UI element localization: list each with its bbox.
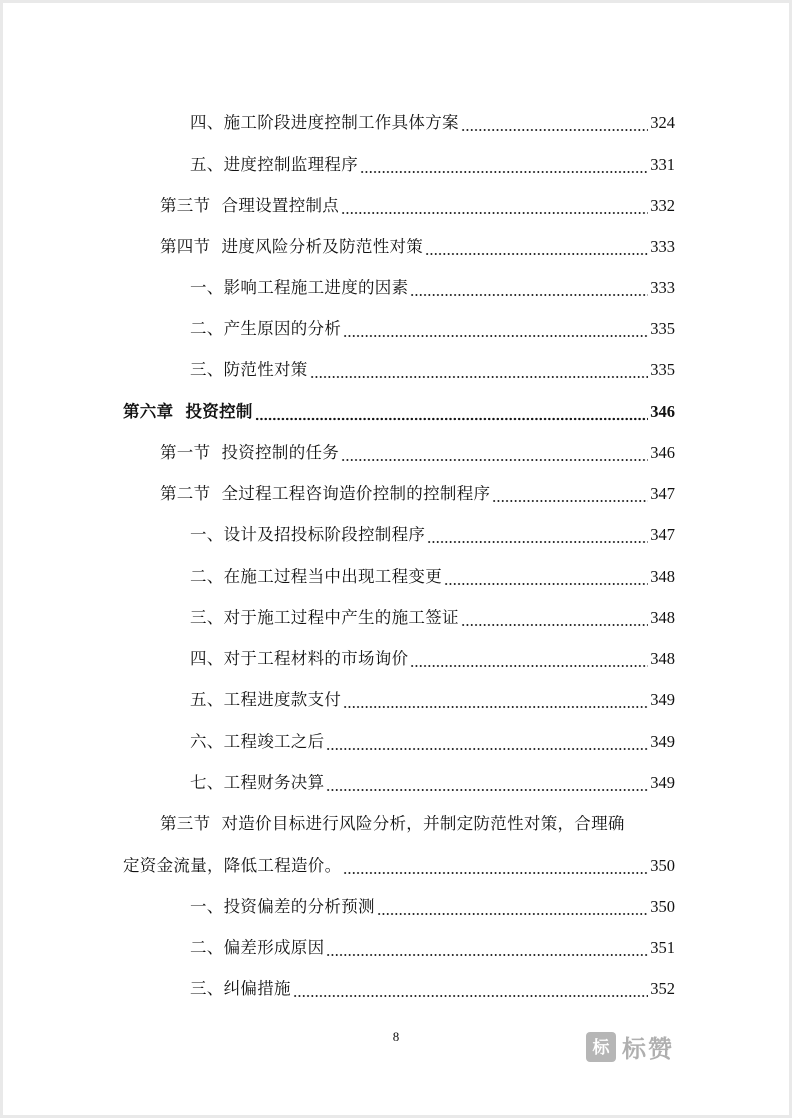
toc-entry-label: 一、设计及招投标阶段控制程序 (190, 525, 426, 544)
toc-entry-label: 第三节 合理设置控制点 (160, 196, 340, 215)
toc-entry-label: 第二节 全过程工程咨询造价控制的控制程序 (160, 484, 491, 503)
toc-entry-page: 349 (650, 732, 675, 751)
toc-entry[interactable] (190, 268, 675, 298)
toc-entry-label: 七、工程财务决算 (190, 773, 325, 792)
watermark-logo-icon (586, 1032, 616, 1062)
toc-entry-page: 347 (650, 484, 675, 503)
toc-entry-label: 四、对于工程材料的市场询价 (190, 649, 409, 668)
page-number: 8 (392, 1029, 400, 1044)
watermark-text: 标赞 (622, 1035, 674, 1063)
toc-leader-dots (410, 649, 648, 669)
toc-leader-dots (255, 402, 649, 422)
watermark-logo-glyph (590, 1036, 612, 1058)
toc-entry-page: 346 (650, 443, 675, 462)
toc-entry[interactable] (190, 103, 675, 133)
toc-entry-page: 348 (650, 567, 675, 586)
toc-entry-label: 二、偏差形成原因 (190, 938, 325, 957)
toc-entry[interactable] (190, 722, 675, 752)
toc-entry-label: 六、工程竣工之后 (190, 732, 325, 751)
toc-leader-dots (444, 567, 648, 587)
toc-entry-label: 三、纠偏措施 (190, 979, 291, 998)
toc-entry[interactable] (160, 186, 675, 216)
toc-entry-page: 333 (650, 278, 675, 297)
toc-entry-page: 350 (650, 856, 675, 875)
toc-entry-label: 第一节 投资控制的任务 (160, 443, 340, 462)
watermark-logo-char: 标 (592, 1037, 610, 1058)
toc-entry-page: 351 (650, 938, 675, 957)
toc-entry-label: 一、影响工程施工进度的因素 (190, 278, 409, 297)
toc-entry[interactable] (190, 969, 675, 999)
toc-leader-dots (343, 690, 648, 710)
toc-entry-label: 三、对于施工过程中产生的施工签证 (190, 608, 459, 627)
toc-entry[interactable] (190, 515, 675, 545)
toc-leader-dots (461, 113, 648, 133)
toc-leader-dots (293, 979, 648, 999)
toc-entry-page: 347 (650, 525, 675, 544)
toc-entry-page: 349 (650, 773, 675, 792)
toc-entry[interactable] (190, 145, 675, 175)
toc-leader-dots (492, 484, 648, 504)
toc-entry-page: 331 (650, 155, 675, 174)
toc-leader-dots (326, 732, 648, 752)
toc-entry[interactable] (190, 928, 675, 958)
toc-entry[interactable] (190, 557, 675, 587)
toc-leader-dots (326, 773, 648, 793)
toc-entry[interactable] (160, 474, 675, 504)
toc-entry[interactable] (123, 846, 675, 876)
toc-leader-dots (377, 897, 648, 917)
toc-entry[interactable] (160, 433, 675, 463)
toc-entry[interactable] (190, 639, 675, 669)
toc-leader-dots (341, 196, 648, 216)
toc-entry[interactable] (160, 227, 675, 257)
toc-entry-label: 二、在施工过程当中出现工程变更 (190, 567, 442, 586)
toc-entry-label: 第四节 进度风险分析及防范性对策 (160, 237, 424, 256)
watermark (586, 1029, 674, 1064)
toc-entry-page: 335 (650, 360, 675, 379)
toc-entry-label: 二、产生原因的分析 (190, 319, 342, 338)
toc-entry-page: 348 (650, 608, 675, 627)
toc-chapter-entry[interactable] (123, 392, 675, 422)
toc-entry-label: 五、工程进度款支付 (190, 690, 342, 709)
toc-leader-dots (461, 608, 648, 628)
toc-entry-label: 第三节 对造价目标进行风险分析，并制定防范性对策，合理确 (160, 814, 625, 833)
toc-entry-page: 333 (650, 237, 675, 256)
toc-entry[interactable] (190, 309, 675, 339)
toc-entry-page: 346 (650, 402, 675, 421)
table-of-contents (3, 3, 789, 1115)
document-page (3, 3, 789, 1115)
toc-entry[interactable] (190, 598, 675, 628)
toc-entry[interactable] (190, 763, 675, 793)
toc-leader-dots (343, 856, 648, 876)
toc-entry-label: 第六章 投资控制 (123, 402, 253, 421)
toc-leader-dots (326, 938, 648, 958)
toc-entry-page: 335 (650, 319, 675, 338)
toc-leader-dots (410, 278, 648, 298)
toc-entry-page: 352 (650, 979, 675, 998)
toc-entry-page: 348 (650, 649, 675, 668)
toc-entry[interactable] (190, 887, 675, 917)
toc-entry[interactable] (190, 350, 675, 380)
toc-leader-dots (360, 155, 648, 175)
toc-entry-label: 四、施工阶段进度控制工作具体方案 (190, 113, 459, 132)
toc-entry[interactable] (190, 680, 675, 710)
toc-leader-dots (427, 525, 648, 545)
toc-entry-page: 350 (650, 897, 675, 916)
toc-entry-label: 三、防范性对策 (190, 360, 308, 379)
toc-entry-label: 一、投资偏差的分析预测 (190, 897, 375, 916)
toc-leader-dots (343, 319, 648, 339)
toc-entry-wrapped-first-line[interactable] (160, 804, 675, 834)
toc-entry-page: 332 (650, 196, 675, 215)
toc-leader-dots (425, 237, 648, 257)
toc-leader-dots (341, 443, 648, 463)
toc-entry-page: 324 (650, 113, 675, 132)
toc-entry-page: 349 (650, 690, 675, 709)
toc-entry-label: 五、进度控制监理程序 (190, 155, 358, 174)
toc-entry-label: 定资金流量，降低工程造价。 (123, 856, 342, 875)
toc-leader-dots (310, 360, 649, 380)
